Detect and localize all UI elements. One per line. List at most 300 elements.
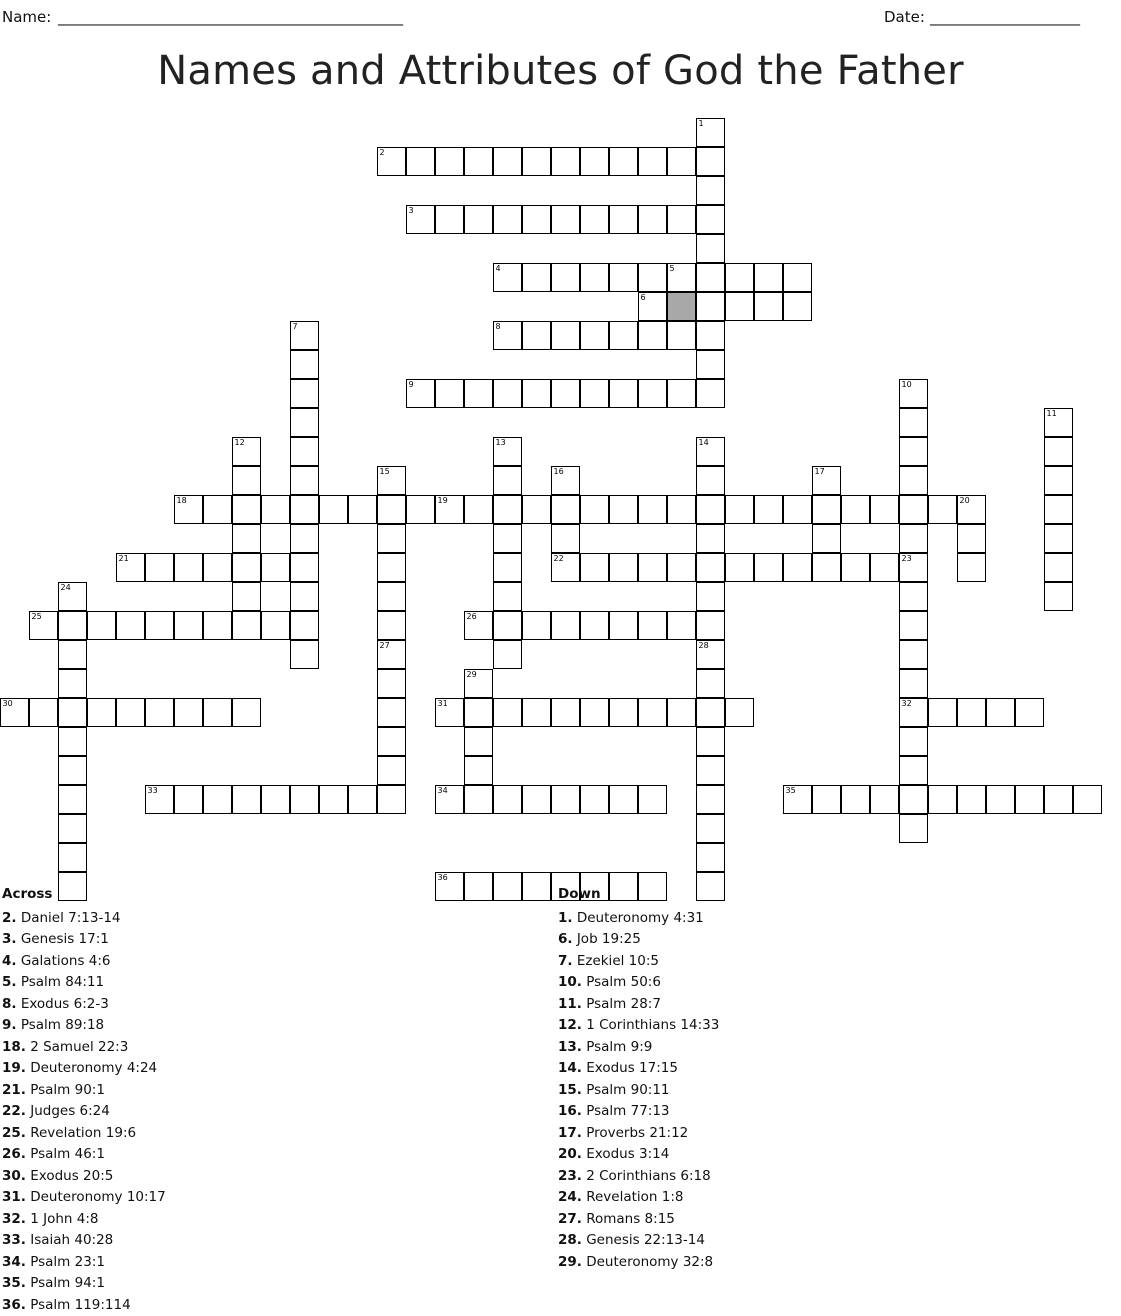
crossword-cell[interactable]	[145, 785, 174, 814]
crossword-cell[interactable]	[812, 466, 841, 495]
crossword-cell[interactable]	[232, 785, 261, 814]
crossword-cell[interactable]	[493, 524, 522, 553]
crossword-cell[interactable]	[377, 524, 406, 553]
crossword-cell[interactable]	[1044, 785, 1073, 814]
crossword-cell[interactable]	[899, 582, 928, 611]
crossword-cell[interactable]	[203, 495, 232, 524]
crossword-cell[interactable]	[203, 553, 232, 582]
crossword-cell[interactable]	[696, 698, 725, 727]
crossword-cell[interactable]	[58, 727, 87, 756]
crossword-cell[interactable]	[1015, 698, 1044, 727]
crossword-cell[interactable]	[667, 698, 696, 727]
crossword-cell[interactable]	[435, 205, 464, 234]
crossword-cell[interactable]	[232, 437, 261, 466]
crossword-cell[interactable]	[232, 582, 261, 611]
clue-item	[2, 1209, 522, 1231]
crossword-cell[interactable]	[290, 785, 319, 814]
crossword-cell[interactable]	[290, 640, 319, 669]
crossword-cell[interactable]	[493, 321, 522, 350]
crossword-cell[interactable]	[377, 611, 406, 640]
crossword-cell[interactable]	[725, 292, 754, 321]
crossword-cell[interactable]	[435, 785, 464, 814]
crossword-cell[interactable]	[580, 263, 609, 292]
crossword-cell[interactable]	[493, 263, 522, 292]
crossword-cell[interactable]	[1044, 524, 1073, 553]
crossword-cell[interactable]	[290, 582, 319, 611]
crossword-cell[interactable]	[348, 495, 377, 524]
crossword-cell[interactable]	[696, 466, 725, 495]
clue-text: 2 Samuel 22:3	[26, 1039, 128, 1055]
cell-number: 28	[699, 641, 709, 650]
clue-text: Deuteronomy 10:17	[26, 1189, 166, 1205]
crossword-cell[interactable]	[696, 176, 725, 205]
crossword-cell[interactable]	[580, 379, 609, 408]
crossword-cell[interactable]	[145, 553, 174, 582]
crossword-cell[interactable]	[319, 785, 348, 814]
across-clues-column	[2, 884, 522, 1316]
crossword-cell[interactable]	[290, 611, 319, 640]
crossword-cell[interactable]	[638, 495, 667, 524]
crossword-cell[interactable]	[841, 553, 870, 582]
crossword-cell[interactable]	[812, 495, 841, 524]
clue-number: 3.	[2, 931, 17, 947]
crossword-cell[interactable]	[1044, 408, 1073, 437]
crossword-cell[interactable]	[319, 495, 348, 524]
crossword-cell[interactable]	[870, 785, 899, 814]
crossword-cell[interactable]	[522, 872, 551, 901]
crossword-cell[interactable]	[609, 321, 638, 350]
crossword-cell[interactable]	[580, 698, 609, 727]
crossword-cell[interactable]	[609, 611, 638, 640]
crossword-cell[interactable]	[522, 698, 551, 727]
crossword-cell[interactable]	[783, 292, 812, 321]
crossword-cell[interactable]	[696, 234, 725, 263]
crossword-cell[interactable]	[493, 466, 522, 495]
crossword-cell[interactable]	[232, 698, 261, 727]
crossword-cell[interactable]	[696, 611, 725, 640]
crossword-cell[interactable]	[696, 292, 725, 321]
crossword-cell[interactable]	[464, 669, 493, 698]
crossword-cell[interactable]	[232, 466, 261, 495]
crossword-cell[interactable]	[551, 321, 580, 350]
crossword-cell[interactable]	[928, 698, 957, 727]
clue-text: Ezekiel 10:5	[573, 953, 659, 969]
crossword-cell[interactable]	[377, 756, 406, 785]
crossword-cell[interactable]	[377, 640, 406, 669]
crossword-cell[interactable]	[522, 321, 551, 350]
crossword-cell[interactable]	[551, 611, 580, 640]
crossword-cell[interactable]	[58, 669, 87, 698]
crossword-cell[interactable]	[551, 205, 580, 234]
crossword-cell[interactable]	[783, 785, 812, 814]
crossword-cell[interactable]	[58, 640, 87, 669]
clue-item	[558, 972, 1078, 994]
crossword-cell[interactable]	[580, 321, 609, 350]
crossword-cell[interactable]	[377, 727, 406, 756]
crossword-cell[interactable]	[464, 727, 493, 756]
across-clue-list	[2, 908, 522, 1316]
crossword-cell[interactable]	[696, 495, 725, 524]
crossword-cell[interactable]	[899, 756, 928, 785]
crossword-cell[interactable]	[464, 379, 493, 408]
crossword-cell[interactable]	[696, 205, 725, 234]
crossword-cell[interactable]	[609, 205, 638, 234]
crossword-cell[interactable]	[493, 785, 522, 814]
crossword-cell[interactable]	[899, 698, 928, 727]
crossword-cell[interactable]	[58, 698, 87, 727]
crossword-cell[interactable]	[638, 205, 667, 234]
crossword-cell[interactable]	[377, 669, 406, 698]
crossword-cell[interactable]	[174, 611, 203, 640]
crossword-cell[interactable]	[667, 379, 696, 408]
cell-number: 29	[467, 670, 477, 679]
crossword-cell[interactable]	[696, 669, 725, 698]
crossword-cell[interactable]	[377, 698, 406, 727]
crossword-cell[interactable]	[899, 611, 928, 640]
name-date-line	[0, 8, 1121, 32]
crossword-cell[interactable]	[580, 205, 609, 234]
crossword-cell[interactable]	[203, 698, 232, 727]
crossword-cell[interactable]	[493, 205, 522, 234]
crossword-cell[interactable]	[841, 785, 870, 814]
crossword-cell[interactable]	[899, 379, 928, 408]
crossword-cell[interactable]	[609, 263, 638, 292]
crossword-cell[interactable]	[522, 205, 551, 234]
crossword-cell[interactable]	[696, 553, 725, 582]
crossword-cell[interactable]	[696, 437, 725, 466]
crossword-cell[interactable]	[261, 611, 290, 640]
clue-text: Genesis 22:13-14	[582, 1232, 705, 1248]
crossword-cell[interactable]	[899, 669, 928, 698]
crossword-cell[interactable]	[638, 553, 667, 582]
clue-number: 6.	[558, 931, 573, 947]
crossword-cell[interactable]	[290, 379, 319, 408]
crossword-cell[interactable]	[696, 785, 725, 814]
cell-number: 4	[496, 264, 501, 273]
crossword-cell[interactable]	[638, 263, 667, 292]
crossword-cell[interactable]	[203, 611, 232, 640]
crossword-cell[interactable]	[464, 756, 493, 785]
crossword-cell[interactable]	[696, 727, 725, 756]
clue-item	[2, 908, 522, 930]
crossword-cell[interactable]	[696, 350, 725, 379]
crossword-cell[interactable]	[638, 147, 667, 176]
crossword-cell[interactable]	[493, 379, 522, 408]
crossword-cell[interactable]	[1044, 437, 1073, 466]
crossword-cell[interactable]	[116, 553, 145, 582]
crossword-cell[interactable]	[725, 495, 754, 524]
crossword-cell[interactable]	[696, 263, 725, 292]
crossword-cell[interactable]	[957, 698, 986, 727]
crossword-cell[interactable]	[551, 147, 580, 176]
crossword-cell[interactable]	[783, 495, 812, 524]
crossword-cell[interactable]	[928, 785, 957, 814]
crossword-cell[interactable]	[232, 524, 261, 553]
crossword-cell[interactable]	[957, 495, 986, 524]
crossword-cell[interactable]	[580, 611, 609, 640]
crossword-cell[interactable]	[667, 292, 696, 321]
crossword-cell[interactable]	[290, 350, 319, 379]
crossword-cell[interactable]	[580, 785, 609, 814]
crossword-cell[interactable]	[609, 379, 638, 408]
crossword-cell[interactable]	[754, 553, 783, 582]
crossword-cell[interactable]	[493, 611, 522, 640]
crossword-cell[interactable]	[116, 611, 145, 640]
crossword-cell[interactable]	[493, 582, 522, 611]
clue-text: Proverbs 21:12	[582, 1125, 688, 1141]
crossword-cell[interactable]	[551, 524, 580, 553]
crossword-cell[interactable]	[783, 263, 812, 292]
crossword-cell[interactable]	[609, 785, 638, 814]
crossword-cell[interactable]	[174, 698, 203, 727]
crossword-cell[interactable]	[667, 205, 696, 234]
clue-item	[2, 1295, 522, 1316]
crossword-cell[interactable]	[551, 263, 580, 292]
crossword-cell[interactable]	[986, 698, 1015, 727]
crossword-cell[interactable]	[406, 495, 435, 524]
clue-item	[2, 1273, 522, 1295]
crossword-cell[interactable]	[783, 553, 812, 582]
crossword-cell[interactable]	[841, 495, 870, 524]
crossword-cell[interactable]	[667, 611, 696, 640]
crossword-cell[interactable]	[667, 495, 696, 524]
crossword-cell[interactable]	[522, 147, 551, 176]
crossword-cell[interactable]	[667, 147, 696, 176]
crossword-cell[interactable]	[1015, 785, 1044, 814]
crossword-cell[interactable]	[696, 640, 725, 669]
crossword-cell[interactable]	[986, 785, 1015, 814]
crossword-cell[interactable]	[696, 843, 725, 872]
crossword-cell[interactable]	[0, 698, 29, 727]
crossword-cell[interactable]	[522, 611, 551, 640]
crossword-cell[interactable]	[899, 466, 928, 495]
crossword-cell[interactable]	[899, 408, 928, 437]
crossword-cell[interactable]	[609, 495, 638, 524]
crossword-cell[interactable]	[899, 437, 928, 466]
crossword-cell[interactable]	[348, 785, 377, 814]
crossword-cell[interactable]	[899, 785, 928, 814]
crossword-cell[interactable]	[551, 495, 580, 524]
crossword-cell[interactable]	[435, 495, 464, 524]
crossword-cell[interactable]	[638, 611, 667, 640]
crossword-cell[interactable]	[870, 553, 899, 582]
crossword-cell[interactable]	[377, 495, 406, 524]
clue-item	[2, 1252, 522, 1274]
crossword-cell[interactable]	[145, 611, 174, 640]
crossword-grid[interactable]	[0, 118, 1121, 878]
crossword-cell[interactable]	[899, 553, 928, 582]
crossword-cell[interactable]	[464, 495, 493, 524]
cell-number: 35	[786, 786, 796, 795]
crossword-cell[interactable]	[870, 495, 899, 524]
crossword-cell[interactable]	[522, 785, 551, 814]
crossword-cell[interactable]	[58, 611, 87, 640]
crossword-cell[interactable]	[464, 785, 493, 814]
crossword-cell[interactable]	[522, 495, 551, 524]
crossword-cell[interactable]	[754, 495, 783, 524]
crossword-cell[interactable]	[406, 147, 435, 176]
clue-number: 13.	[558, 1039, 582, 1055]
clue-item	[2, 1187, 522, 1209]
crossword-cell[interactable]	[58, 843, 87, 872]
cell-number: 32	[902, 699, 912, 708]
crossword-cell[interactable]	[580, 147, 609, 176]
crossword-cell[interactable]	[609, 147, 638, 176]
crossword-cell[interactable]	[493, 147, 522, 176]
crossword-cell[interactable]	[899, 727, 928, 756]
crossword-cell[interactable]	[1044, 582, 1073, 611]
cell-number: 12	[235, 438, 245, 447]
crossword-cell[interactable]	[580, 495, 609, 524]
crossword-cell[interactable]	[696, 118, 725, 147]
crossword-cell[interactable]	[957, 524, 986, 553]
crossword-cell[interactable]	[638, 292, 667, 321]
crossword-cell[interactable]	[696, 524, 725, 553]
crossword-cell[interactable]	[754, 292, 783, 321]
crossword-cell[interactable]	[290, 437, 319, 466]
crossword-cell[interactable]	[29, 698, 58, 727]
crossword-cell[interactable]	[638, 785, 667, 814]
crossword-cell[interactable]	[290, 466, 319, 495]
crossword-cell[interactable]	[928, 495, 957, 524]
crossword-cell[interactable]	[754, 263, 783, 292]
clue-number: 12.	[558, 1017, 582, 1033]
crossword-cell[interactable]	[667, 553, 696, 582]
clue-number: 14.	[558, 1060, 582, 1076]
crossword-cell[interactable]	[493, 640, 522, 669]
crossword-cell[interactable]	[957, 785, 986, 814]
crossword-cell[interactable]	[493, 437, 522, 466]
crossword-cell[interactable]	[638, 379, 667, 408]
crossword-cell[interactable]	[812, 524, 841, 553]
clue-item	[558, 1209, 1078, 1231]
crossword-cell[interactable]	[696, 379, 725, 408]
crossword-cell[interactable]	[290, 553, 319, 582]
clue-number: 27.	[558, 1211, 582, 1227]
crossword-cell[interactable]	[493, 495, 522, 524]
crossword-cell[interactable]	[696, 756, 725, 785]
clue-text: Psalm 46:1	[26, 1146, 105, 1162]
crossword-cell[interactable]	[551, 466, 580, 495]
crossword-cell[interactable]	[551, 553, 580, 582]
cell-number: 18	[177, 496, 187, 505]
crossword-cell[interactable]	[551, 785, 580, 814]
crossword-cell[interactable]	[145, 698, 174, 727]
crossword-cell[interactable]	[725, 553, 754, 582]
crossword-cell[interactable]	[464, 147, 493, 176]
crossword-cell[interactable]	[58, 756, 87, 785]
crossword-cell[interactable]	[464, 698, 493, 727]
clue-item	[558, 1015, 1078, 1037]
crossword-cell[interactable]	[435, 698, 464, 727]
date-blank-line[interactable]: ____________________	[930, 8, 1080, 26]
crossword-cell[interactable]	[522, 263, 551, 292]
crossword-cell[interactable]	[725, 698, 754, 727]
crossword-cell[interactable]	[1073, 785, 1102, 814]
crossword-cell[interactable]	[377, 553, 406, 582]
crossword-cell[interactable]	[290, 408, 319, 437]
crossword-cell[interactable]	[174, 495, 203, 524]
crossword-cell[interactable]	[812, 785, 841, 814]
crossword-cell[interactable]	[493, 698, 522, 727]
crossword-cell[interactable]	[174, 785, 203, 814]
crossword-cell[interactable]	[435, 379, 464, 408]
crossword-cell[interactable]	[638, 321, 667, 350]
crossword-cell[interactable]	[29, 611, 58, 640]
crossword-cell[interactable]	[696, 321, 725, 350]
crossword-cell[interactable]	[87, 611, 116, 640]
crossword-cell[interactable]	[464, 611, 493, 640]
clue-text: Galations 4:6	[17, 953, 111, 969]
crossword-cell[interactable]	[261, 495, 290, 524]
cell-number: 24	[61, 583, 71, 592]
crossword-cell[interactable]	[435, 147, 464, 176]
crossword-cell[interactable]	[174, 553, 203, 582]
crossword-cell[interactable]	[609, 553, 638, 582]
name-blank-line[interactable]: ______________________________________________	[58, 8, 403, 26]
crossword-cell[interactable]	[522, 379, 551, 408]
crossword-cell[interactable]	[406, 379, 435, 408]
crossword-cell[interactable]	[493, 553, 522, 582]
crossword-cell[interactable]	[725, 263, 754, 292]
crossword-cell[interactable]	[580, 553, 609, 582]
clue-text: Judges 6:24	[26, 1103, 110, 1119]
crossword-cell[interactable]	[203, 785, 232, 814]
crossword-cell[interactable]	[116, 698, 145, 727]
crossword-cell[interactable]	[696, 582, 725, 611]
crossword-cell[interactable]	[87, 698, 116, 727]
crossword-cell[interactable]	[1044, 495, 1073, 524]
crossword-cell[interactable]	[232, 553, 261, 582]
clue-item	[558, 1187, 1078, 1209]
crossword-cell[interactable]	[377, 582, 406, 611]
crossword-cell[interactable]	[899, 495, 928, 524]
crossword-cell[interactable]	[957, 553, 986, 582]
crossword-cell[interactable]	[609, 698, 638, 727]
crossword-cell[interactable]	[638, 698, 667, 727]
crossword-cell[interactable]	[899, 814, 928, 843]
crossword-cell[interactable]	[261, 785, 290, 814]
crossword-cell[interactable]	[464, 205, 493, 234]
crossword-cell[interactable]	[1044, 466, 1073, 495]
crossword-cell[interactable]	[377, 466, 406, 495]
crossword-cell[interactable]	[232, 495, 261, 524]
crossword-cell[interactable]	[696, 814, 725, 843]
clue-text: Revelation 19:6	[26, 1125, 136, 1141]
crossword-cell[interactable]	[899, 524, 928, 553]
crossword-cell[interactable]	[232, 611, 261, 640]
crossword-cell[interactable]	[1044, 553, 1073, 582]
crossword-cell[interactable]	[290, 321, 319, 350]
crossword-cell[interactable]	[406, 205, 435, 234]
crossword-cell[interactable]	[58, 814, 87, 843]
crossword-cell[interactable]	[58, 582, 87, 611]
crossword-cell[interactable]	[377, 147, 406, 176]
crossword-cell[interactable]	[290, 524, 319, 553]
crossword-cell[interactable]	[667, 321, 696, 350]
crossword-cell[interactable]	[58, 785, 87, 814]
crossword-cell[interactable]	[696, 147, 725, 176]
crossword-cell[interactable]	[551, 698, 580, 727]
crossword-cell[interactable]	[261, 553, 290, 582]
crossword-cell[interactable]	[551, 379, 580, 408]
crossword-cell[interactable]	[899, 640, 928, 669]
crossword-cell[interactable]	[812, 553, 841, 582]
clue-number: 25.	[2, 1125, 26, 1141]
crossword-cell[interactable]	[290, 495, 319, 524]
crossword-cell[interactable]	[667, 263, 696, 292]
crossword-cell[interactable]	[377, 785, 406, 814]
